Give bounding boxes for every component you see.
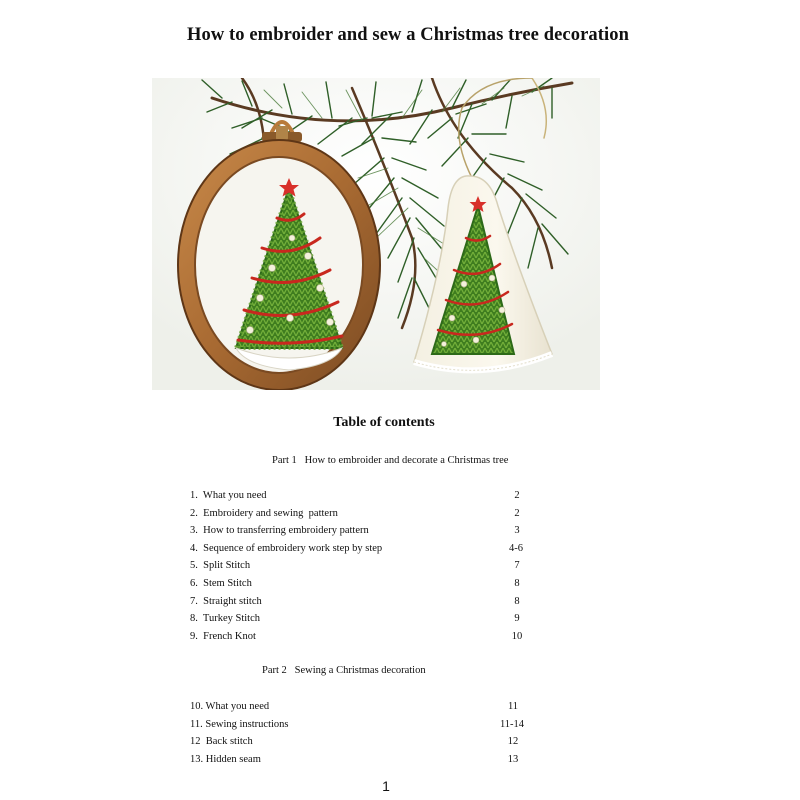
toc-entry-page: 2 <box>514 490 520 501</box>
toc-entry-label: 8. Turkey Stitch <box>190 613 261 624</box>
toc-title: Table of contents <box>333 415 435 430</box>
toc-entry[interactable] <box>190 490 530 506</box>
document-title: How to embroider and sew a Christmas tree decoration <box>187 25 629 45</box>
toc-entry-label: 1. What you need <box>190 490 267 501</box>
toc-entry[interactable] <box>190 613 530 629</box>
toc-entry[interactable] <box>190 701 530 717</box>
toc-entry-label: 13. Hidden seam <box>190 754 261 765</box>
toc-entry-page: 8 <box>514 596 520 607</box>
toc-entry-page: 13 <box>507 754 519 765</box>
toc-entry-page: 8 <box>514 578 520 589</box>
toc-entry[interactable] <box>190 508 530 524</box>
toc-entry[interactable] <box>190 736 530 752</box>
toc-entry-page: 4-6 <box>509 543 523 554</box>
toc-entry-label: 9. French Knot <box>190 631 256 642</box>
toc-entry-page: 2 <box>514 508 520 519</box>
toc-entry-page: 9 <box>514 613 520 624</box>
toc-entry[interactable] <box>190 754 530 770</box>
toc-entry-label: 3. How to transferring embroidery pattern <box>190 525 369 536</box>
toc-part-heading: Part 1 How to embroider and decorate a Christmas tree <box>272 455 509 466</box>
toc-entry-page: 3 <box>514 525 520 536</box>
page-number: 1 <box>382 778 390 794</box>
toc-entry[interactable] <box>190 525 530 541</box>
toc-entry-label: 7. Straight stitch <box>190 596 262 607</box>
toc-entry-label: 12 Back stitch <box>190 736 253 747</box>
toc-entry-page: 11-14 <box>499 719 525 730</box>
toc-entry-label: 11. Sewing instructions <box>190 719 289 730</box>
toc-entry-label: 4. Sequence of embroidery work step by step <box>190 543 383 554</box>
toc-entry[interactable] <box>190 560 530 576</box>
toc-entry[interactable] <box>190 578 530 594</box>
toc-entry-page: 12 <box>507 736 519 747</box>
toc-entry-label: 6. Stem Stitch <box>190 578 252 589</box>
toc-entry[interactable] <box>190 596 530 612</box>
toc-entry-page: 11 <box>507 701 519 712</box>
toc-entry[interactable] <box>190 719 530 735</box>
toc-entry-page: 10 <box>511 631 523 642</box>
toc-entry-label: 2. Embroidery and sewing pattern <box>190 508 338 519</box>
embroidered-christmas-tree-ornaments-photo <box>152 78 600 390</box>
toc-entry-page: 7 <box>514 560 520 571</box>
toc-part-heading: Part 2 Sewing a Christmas decoration <box>262 665 426 676</box>
toc-entry-label: 10. What you need <box>190 701 270 712</box>
toc-entry[interactable] <box>190 631 530 647</box>
toc-entry[interactable] <box>190 543 530 559</box>
toc-entry-label: 5. Split Stitch <box>190 560 251 571</box>
